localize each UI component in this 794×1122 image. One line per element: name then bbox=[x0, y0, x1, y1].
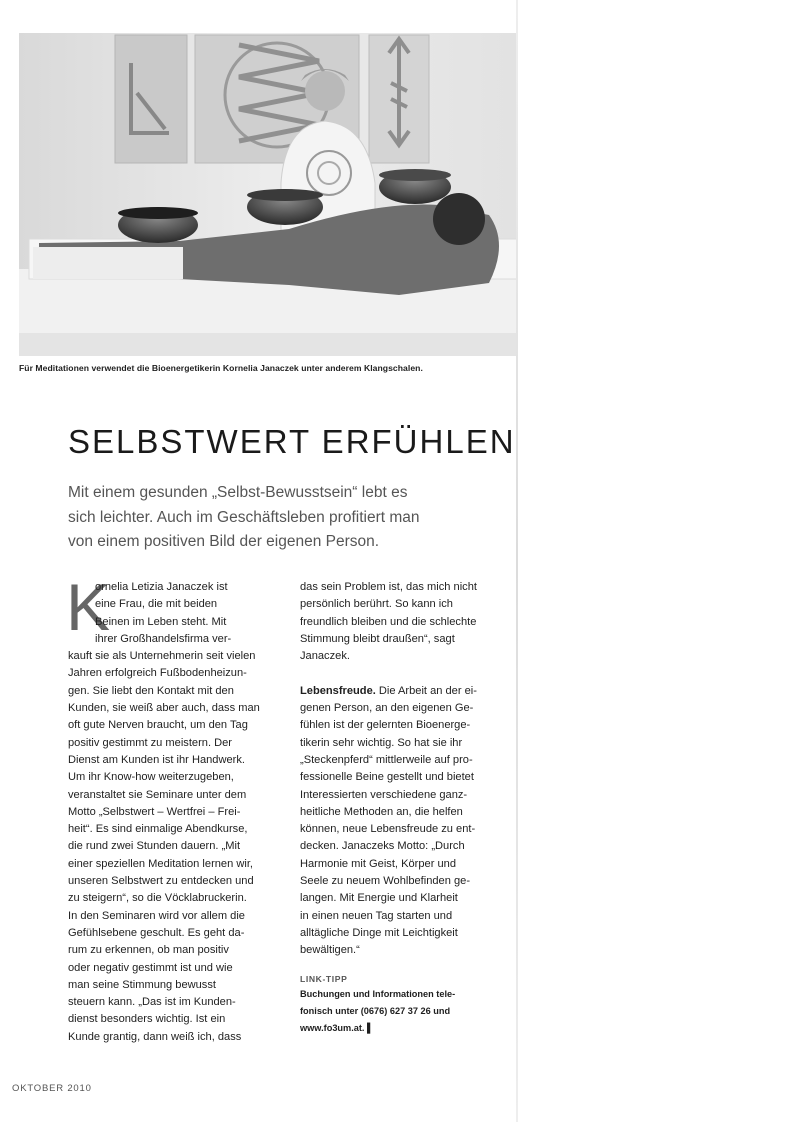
body-column-left bbox=[66, 570, 280, 1046]
body-line: heitliche Methoden an, die helfen bbox=[300, 805, 463, 818]
body-line: Janaczek. bbox=[300, 650, 350, 663]
lead-line: von einem positiven Bild der eigenen Person. bbox=[68, 533, 380, 550]
body-line: „Steckenpferd“ mittlerweile auf pro- bbox=[300, 753, 473, 766]
meditation-photo-illustration bbox=[19, 33, 516, 356]
body-line: fühlen ist der gelernten Bioenerge- bbox=[300, 719, 471, 732]
body-line: freundlich bleiben und die schlechte bbox=[300, 615, 477, 628]
body-line: ihrer Großhandelsfirma ver- bbox=[95, 632, 232, 645]
link-tip-url[interactable]: www.fo3um.at. ▌ bbox=[300, 1023, 374, 1034]
body-line: einer speziellen Meditation lernen wir, bbox=[68, 857, 253, 870]
body-line: Seele zu neuem Wohlbefinden ge- bbox=[300, 875, 471, 888]
body-line: in einen neuen Tag starten und bbox=[300, 909, 453, 922]
drop-cap: K bbox=[66, 570, 111, 644]
body-line: Kunde grantig, dann weiß ich, dass bbox=[68, 1030, 242, 1043]
practitioner-head bbox=[305, 71, 345, 111]
body-line: dienst besonders wichtig. Ist ein bbox=[68, 1013, 226, 1026]
body-line: Motto „Selbstwert – Wertfrei – Frei- bbox=[68, 805, 241, 818]
lead-line: sich leichter. Auch im Geschäftsleben profitiert man bbox=[68, 508, 420, 526]
body-line: fessionelle Beine gestellt und bietet bbox=[300, 771, 474, 784]
article-headline: SELBSTWERT ERFÜHLEN bbox=[68, 423, 516, 460]
body-line: In den Seminaren wird vor allem die bbox=[68, 909, 245, 922]
body-line: oft gute Nerven braucht, um den Tag bbox=[68, 719, 248, 732]
link-tip-label: LINK-TIPP bbox=[300, 973, 348, 984]
body-line: persönlich berührt. So kann ich bbox=[300, 598, 453, 611]
body-line: oder negativ gestimmt ist und wie bbox=[68, 961, 233, 974]
body-line: bewältigen.“ bbox=[300, 944, 360, 957]
body-line: veranstaltet sie Seminare unter dem bbox=[68, 788, 247, 801]
page-folio: OKTOBER 2010 bbox=[12, 1083, 92, 1094]
body-line: können, neue Lebensfreude zu ent- bbox=[300, 823, 476, 836]
body-line: die rund zwei Stunden dauern. „Mit bbox=[68, 840, 241, 853]
body-line: Interessierten verschiedene ganz- bbox=[300, 788, 468, 801]
body-line: steuern kann. „Das ist im Kunden- bbox=[68, 996, 236, 1009]
photo-caption: Für Meditationen verwendet die Bioenergetikerin Kornelia Janaczek unter anderem Klangschalen. bbox=[19, 363, 423, 373]
link-tip-line: Buchungen und Informationen tele- bbox=[300, 988, 456, 999]
body-line: decken. Janaczeks Motto: „Durch bbox=[300, 840, 465, 853]
subheading-lebensfreude: Lebensfreude. bbox=[300, 684, 376, 697]
body-line: Dienst am Kunden ist ihr Handwerk. bbox=[68, 753, 245, 766]
body-column-right bbox=[300, 579, 512, 1037]
body-line: Gefühlsebene geschult. Es geht da- bbox=[68, 926, 245, 939]
article-photo bbox=[19, 33, 516, 356]
body-line bbox=[300, 683, 512, 700]
body-line: Harmonie mit Geist, Körper und bbox=[300, 857, 456, 870]
link-tip-line: fonisch unter (0676) 627 37 26 und bbox=[300, 1005, 451, 1016]
body-line: langen. Mit Energie und Klarheit bbox=[300, 892, 458, 905]
paragraph-gap bbox=[300, 665, 512, 682]
body-line: man seine Stimmung bewusst bbox=[68, 978, 216, 991]
body-line: kauft sie als Unternehmerin seit vielen bbox=[68, 650, 256, 663]
body-line: Beinen im Leben steht. Mit bbox=[95, 615, 227, 628]
body-line: rum zu erkennen, ob man positiv bbox=[68, 944, 229, 957]
body-line: positiv gestimmt zu meistern. Der bbox=[68, 736, 232, 749]
body-line: zu steigern“, so die Vöcklabruckerin. bbox=[68, 892, 247, 905]
body-line: gen. Sie liebt den Kontakt mit den bbox=[68, 684, 234, 697]
body-line: ornelia Letizia Janaczek ist bbox=[95, 581, 228, 593]
body-line: unseren Selbstwert zu entdecken und bbox=[68, 875, 254, 888]
body-line-text: Die Arbeit an der ei- bbox=[375, 684, 477, 697]
client-head bbox=[433, 193, 485, 245]
body-line: genen Person, an den eigenen Ge- bbox=[300, 702, 474, 715]
body-line: Um ihr Know-how weiterzugeben, bbox=[68, 771, 234, 784]
page-fold-edge bbox=[516, 0, 518, 1122]
body-line: alltägliche Dinge mit Leichtigkeit bbox=[300, 926, 458, 939]
body-line: das sein Problem ist, das mich nicht bbox=[300, 581, 477, 593]
article-lead bbox=[68, 481, 498, 555]
wall-panel-left bbox=[115, 35, 187, 163]
lead-line: Mit einem gesunden „Selbst-Bewusstsein“ lebt es bbox=[68, 484, 408, 501]
body-line: Stimmung bleibt draußen“, sagt bbox=[300, 632, 455, 645]
body-line: eine Frau, die mit beiden bbox=[95, 598, 218, 611]
body-line: tikerin sehr wichtig. So hat sie ihr bbox=[300, 736, 463, 749]
body-line: heit“. Es sind einmalige Abendkurse, bbox=[68, 823, 248, 836]
body-line: Kunden, sie weiß aber auch, dass man bbox=[68, 702, 260, 715]
body-line: Jahren erfolgreich Fußbodenheizun- bbox=[68, 667, 247, 680]
